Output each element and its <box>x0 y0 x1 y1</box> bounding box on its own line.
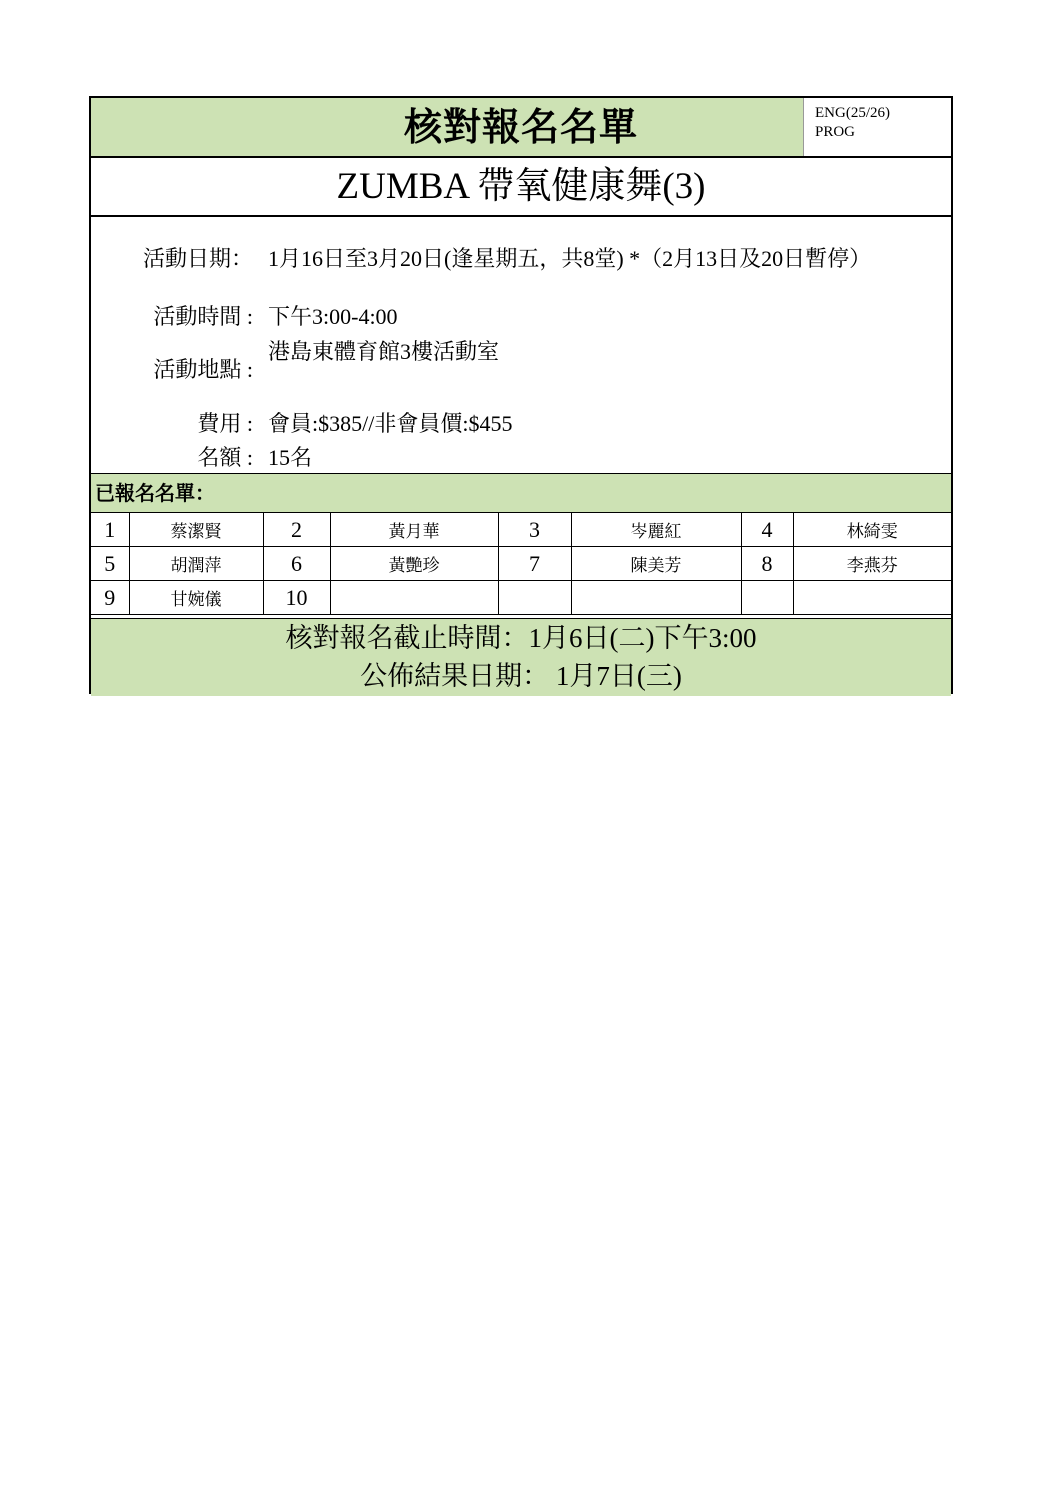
footer-notice <box>91 618 951 696</box>
entry-number: 3 <box>498 513 571 547</box>
registration-sheet <box>89 96 953 694</box>
entry-name: 岑麗紅 <box>571 513 741 547</box>
venue-label: 活動地點 : <box>153 357 253 382</box>
time-label: 活動時間 : <box>153 304 253 329</box>
program-code-box <box>803 98 951 156</box>
quota-label: 名額 : <box>197 445 253 470</box>
entry-name: 黃艷珍 <box>330 547 498 581</box>
deadline-text: 核對報名截止時間：1月6日(二)下午3:00 <box>285 623 757 653</box>
sheet-title: 核對報名名單 <box>403 105 638 149</box>
fee-label: 費用 : <box>197 411 253 436</box>
entry-number: 6 <box>263 547 330 581</box>
entry-name <box>330 581 498 615</box>
registered-list-header: 已報名名單： <box>91 473 951 513</box>
time-value: 下午3:00-4:00 <box>268 304 398 329</box>
entry-number: 1 <box>91 513 129 547</box>
entry-number <box>498 581 571 615</box>
entry-name <box>793 581 951 615</box>
table-row <box>91 581 951 615</box>
program-code-line2: PROG <box>815 124 856 140</box>
table-row <box>91 547 951 581</box>
entry-name: 蔡潔賢 <box>129 513 263 547</box>
venue-value: 港島東體育館3樓活動室 <box>268 339 500 364</box>
date-value: 1月16日至3月20日(逢星期五，共8堂) *（2月13日及20日暫停） <box>268 246 872 271</box>
entry-number: 5 <box>91 547 129 581</box>
result-date-text: 公佈結果日期： 1月7日(三) <box>360 661 682 691</box>
entry-name: 甘婉儀 <box>129 581 263 615</box>
entry-name: 林綺雯 <box>793 513 951 547</box>
entry-name: 黃月華 <box>330 513 498 547</box>
entry-name <box>571 581 741 615</box>
entry-name: 陳美芳 <box>571 547 741 581</box>
entry-number <box>741 581 793 615</box>
entry-number: 7 <box>498 547 571 581</box>
fee-value: 會員:$385//非會員價:$455 <box>268 411 513 436</box>
entry-number: 4 <box>741 513 793 547</box>
activity-info <box>91 217 951 473</box>
entry-name: 李燕芬 <box>793 547 951 581</box>
registered-names-table <box>91 513 951 615</box>
entry-name: 胡潤萍 <box>129 547 263 581</box>
entry-number: 9 <box>91 581 129 615</box>
entry-number: 10 <box>263 581 330 615</box>
title-row <box>91 98 951 158</box>
program-code-line1: ENG(25/26) <box>815 105 890 121</box>
entry-number: 8 <box>741 547 793 581</box>
date-label: 活動日期： <box>142 246 253 271</box>
entry-number: 2 <box>263 513 330 547</box>
activity-name: ZUMBA 帶氧健康舞(3) <box>91 158 951 217</box>
table-row <box>91 513 951 547</box>
quota-value: 15名 <box>268 445 313 470</box>
